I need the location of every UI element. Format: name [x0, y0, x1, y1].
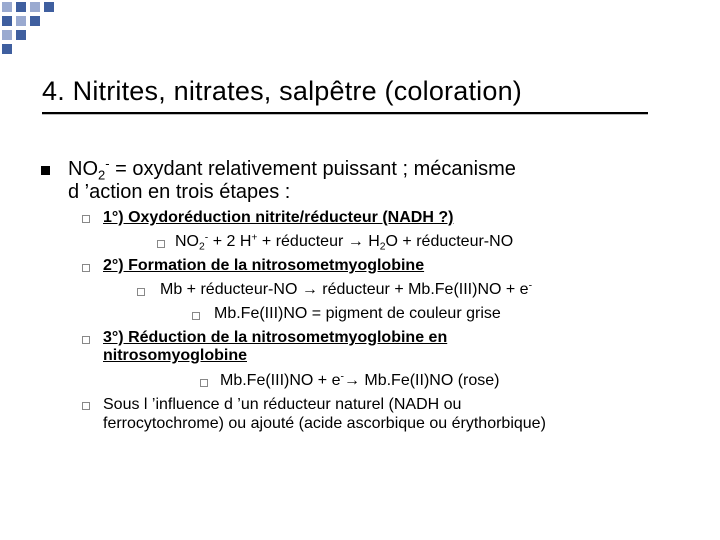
step1-reaction: $NO_2^- + 2$ H+ + réducteur → $H_2O$ + réducteur-NO [175, 232, 514, 253]
arrow-icon: → [347, 233, 364, 250]
hollow-square-bullet-icon [157, 240, 165, 248]
intro-line-2: d ’action en trois étapes : [68, 181, 291, 203]
step3-title-line-1: 3°) Réduction de la nitrosometmyoglobine en [103, 329, 448, 346]
intro-line-1: $NO_2^-$ = oxydant relativement puissant ; mécanisme [68, 155, 516, 183]
hollow-square-bullet-icon [82, 336, 90, 344]
hollow-square-bullet-icon [200, 379, 208, 387]
hollow-square-bullet-icon [82, 215, 90, 223]
arrow-icon: → [343, 372, 360, 389]
filled-square-bullet-icon [41, 166, 50, 175]
hollow-square-bullet-icon [82, 264, 90, 272]
step2-note: Mb.Fe(III)NO = pigment de couleur grise [214, 305, 501, 322]
title-underline [42, 112, 648, 115]
arrow-icon: → [301, 281, 318, 298]
step2-reaction: Mb + réducteur-NO → réducteur + Mb.Fe(III)NO + e- [160, 280, 533, 298]
slide-title: 4. Nitrites, nitrates, salpêtre (coloration) [42, 76, 522, 106]
hollow-square-bullet-icon [192, 312, 200, 320]
hollow-square-bullet-icon [137, 288, 145, 296]
step4-line-1: Sous l ’influence d ’un réducteur naturel (NADH ou [103, 396, 462, 413]
step3-title-line-2: nitrosomyoglobine [103, 347, 247, 364]
step3-reaction: Mb.Fe(III)NO + e-→ Mb.Fe(II)NO (rose) [220, 371, 500, 389]
hollow-square-bullet-icon [82, 402, 90, 410]
step4-line-2: ferrocytochrome) ou ajouté (acide ascorbique ou érythorbique) [103, 415, 546, 432]
step1-title: 1°) Oxydoréduction nitrite/réducteur (NADH ?) [103, 209, 454, 226]
corner-squares-decoration-icon [0, 0, 60, 60]
step2-title: 2°) Formation de la nitrosometmyoglobine [103, 257, 425, 274]
